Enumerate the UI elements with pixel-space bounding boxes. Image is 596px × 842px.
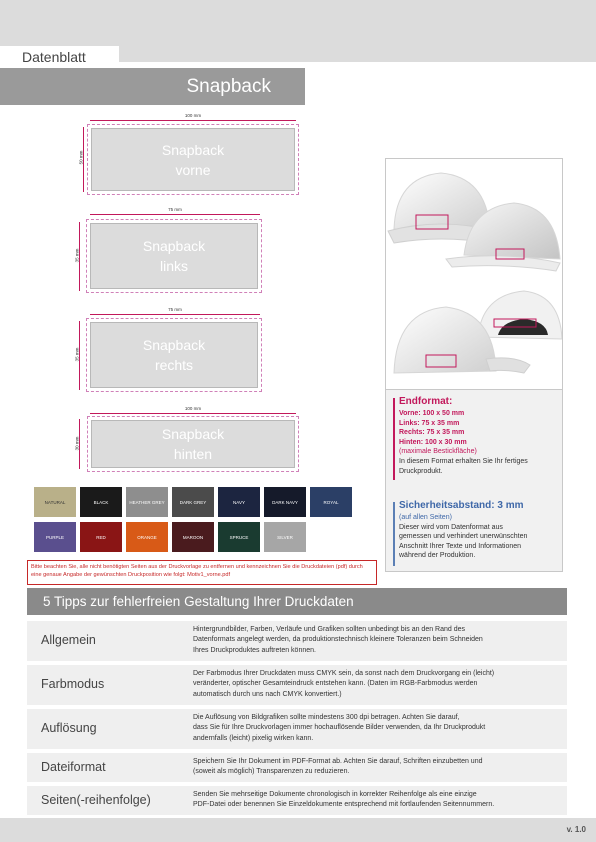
product-photo-panel [385,158,563,390]
tip-text-line: Speichern Sie Ihr Dokument im PDF-Format ab. Achten Sie darauf, Schriften einzubetten und [193,758,483,765]
width-line-back [90,413,296,414]
tip-row [27,665,567,705]
endformat-text: In diesem Format erhalten Sie Ihr fertiges [399,458,528,465]
width-label-back: 100 mm [184,406,202,411]
color-swatch[interactable] [172,487,214,517]
cap-back-view [478,291,562,339]
safety-text: gemessen und verhindert unerwünschten [399,533,528,541]
safety-text: während der Produktion. [399,552,476,560]
print-area-right [90,322,258,388]
print-area-front [91,128,295,191]
swatch-label: SPRUCE [229,534,249,540]
swatch-label: SILVER [277,534,293,540]
color-swatch[interactable] [126,522,168,552]
endformat-sub: (maximale Bestickfläche) [399,448,477,456]
swatch-label: PURPLE [45,534,64,540]
swatch-label: HEATHER GREY [129,499,165,505]
color-swatch[interactable] [172,522,214,552]
height-label-back: 30 mm [74,436,80,451]
color-swatch[interactable] [80,487,122,517]
safety-sub: (auf allen Seiten) [399,514,452,521]
tip-label: Seiten(-reihenfolge) [41,793,151,807]
color-swatch[interactable] [264,522,306,552]
swatch-label: DARK GREY [179,499,207,505]
color-swatch[interactable] [310,487,352,517]
width-line-front [90,120,296,121]
tip-label: Auflösung [41,721,97,735]
tip-text-line: dass Sie für Ihre Druckvorlagen immer hochauflösende Bilder verwenden, da Ihr Druckprodukt [193,724,486,732]
color-swatch[interactable] [34,487,76,517]
width-label-right: 75 mm [168,307,182,312]
swatch-label: RED [96,534,106,540]
print-area-front-label: Snapback vorne [161,141,225,178]
safety-text: Anschnitt Ihrer Texte und Informationen [399,542,522,550]
endformat-text: Druckprodukt. [399,467,443,475]
width-line-left [90,214,260,215]
swatch-label: ORANGE [137,534,157,540]
tip-label: Farbmodus [41,677,105,691]
print-area-back [91,420,295,468]
tip-text-line: Ihres Druckproduktes auftreten können. [193,646,316,654]
footer-band [0,818,596,842]
color-swatch[interactable] [80,522,122,552]
height-label-left: 35 mm [74,248,80,263]
height-label-front: 50 mm [78,150,84,165]
endformat-line: Vorne: 100 x 50 mm [399,410,465,417]
safety-text: Dieser wird vom Datenformat aus [399,523,503,531]
color-swatch[interactable] [34,522,76,552]
swatch-label: ROYAL [323,499,339,505]
print-area-left [90,223,258,289]
safety-heading: Sicherheitsabstand: 3 mm [399,500,524,511]
tip-label: Dateiformat [41,760,106,774]
swatch-label: NATURAL [44,499,66,505]
tip-text-line: Die Auflösung von Bildgrafiken sollte mindestens 300 dpi betragen. Achten Sie darauf, [193,714,460,721]
title-bar [0,68,305,105]
tip-text-line: Datenformats angelegt werden, da produktionstechnisch kleinere Toleranzen beim Schneiden [193,636,483,644]
version-label: v. 1.0 [566,825,586,834]
page-title: Snapback [186,76,271,97]
width-line-right [90,314,260,315]
tip-text-line: andernfalls (leicht) pixelig wirken kann. [193,734,314,742]
tips-heading-bar [27,588,567,615]
print-area-left-label: Snapback links [142,238,206,274]
tip-text-line: PDF-Datei oder benennen Sie Einzeldokumente entsprechend mit fortlaufenden Seitennummern. [193,801,495,809]
width-label-front: 100 mm [184,113,202,118]
endformat-line: Hinten: 100 x 30 mm [399,438,467,446]
tip-row [27,753,567,782]
tip-row [27,786,567,815]
color-swatch[interactable] [218,487,260,517]
tip-text-line: Der Farbmodus Ihrer Druckdaten muss CMYK sein, da sonst nach dem Druckvorgang ein (leicht) [193,670,495,677]
tip-row [27,709,567,749]
file-naming-note: Bitte beachten Sie, alle nicht benötigten Seiten aus der Druckvorlage zu entfernen und kennzeichnen Sie die Druckdateien (pdf) durch eine genaue Angabe der gewünschten Druckposition wie folgt: Motiv1_vorne.pdf [27,560,377,585]
endformat-accent-bar [393,398,395,480]
tips-heading: 5 Tipps zur fehlerfreien Gestaltung Ihrer Druckdaten [43,594,354,609]
swatch-label: DARK NAVY [272,499,298,505]
tip-text-line: veränderter, optischer Gesamteindruck entstehen kann. (Daten im RGB-Farbmodus werden [193,680,478,688]
tip-text-line: Hintergrundbilder, Farben, Verläufe und Grafiken sollten unbedingt bis an den Rand des [193,626,466,633]
color-swatch[interactable] [126,487,168,517]
datasheet-tag-label: Datenblatt [22,49,86,65]
tip-text-line: Senden Sie mehrseitige Dokumente chronologisch in korrekter Reihenfolge als eine einzige [193,791,477,798]
tip-label: Allgemein [41,633,96,647]
height-label-right: 35 mm [74,347,80,362]
swatch-label: MAROON [182,534,204,540]
print-area-back-label: Snapback hinten [161,426,225,462]
tip-text-line: automatisch durch uns nach CMYK konvertiert.) [193,690,342,698]
color-swatch[interactable] [218,522,260,552]
datasheet-tag [0,46,119,68]
endformat-line: Rechts: 75 x 35 mm [399,429,465,437]
endformat-heading: Endformat: [399,396,453,407]
safety-accent-bar [393,502,395,566]
swatch-label: BLACK [93,499,109,505]
color-swatch[interactable] [264,487,306,517]
snapback-caps-illustration [386,159,562,389]
swatch-label: NAVY [233,499,245,505]
tip-text-line: (soweit als möglich) Transparenzen zu reduzieren. [193,768,350,776]
tip-row [27,621,567,661]
width-label-left: 75 mm [168,207,182,212]
print-area-right-label: Snapback rechts [142,337,206,373]
format-info-box [385,390,563,572]
endformat-line: Links: 75 x 35 mm [399,419,460,427]
